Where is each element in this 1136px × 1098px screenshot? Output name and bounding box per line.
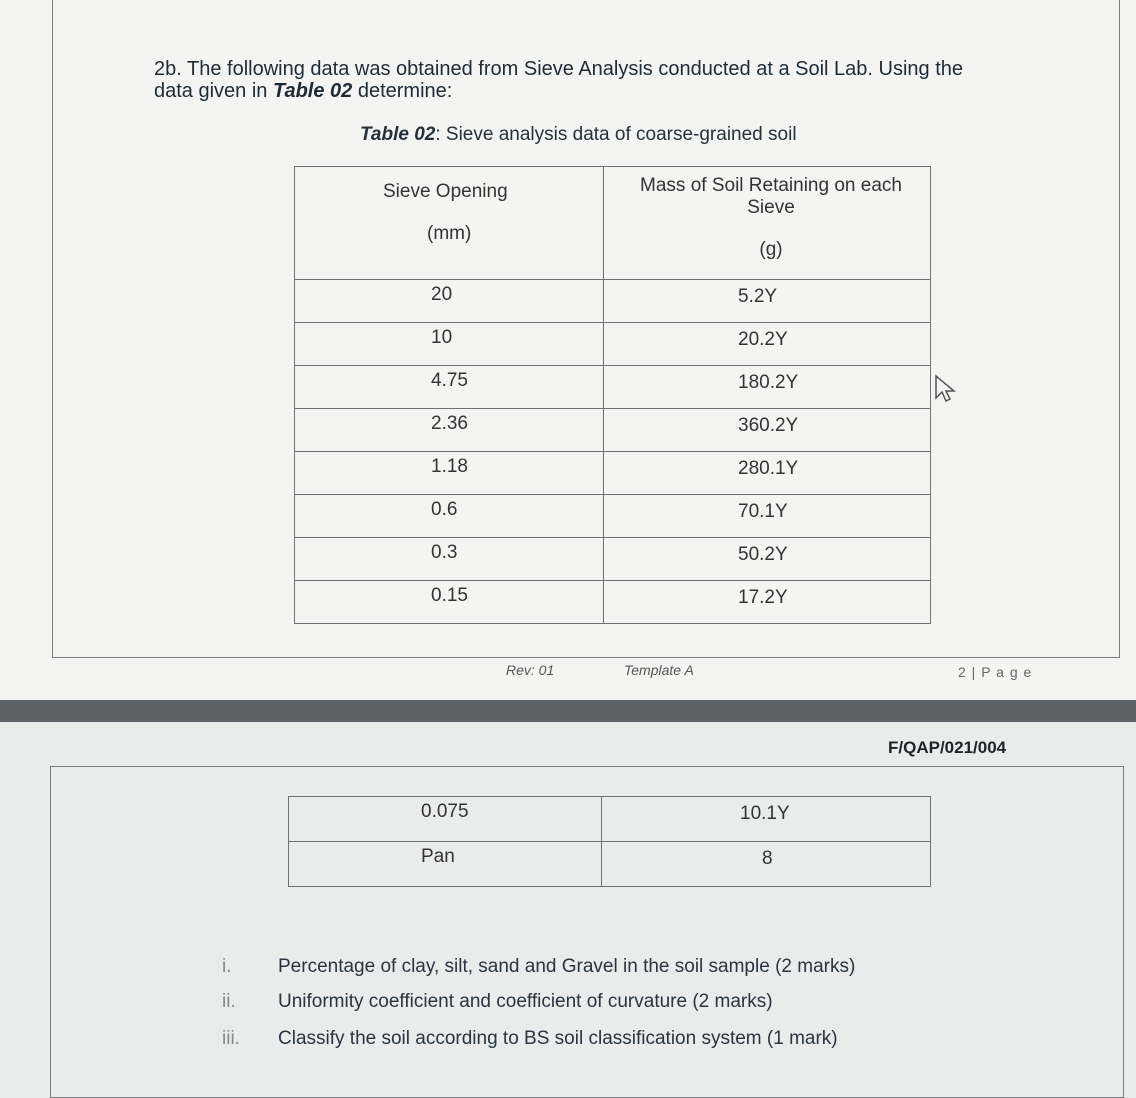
table-row	[295, 495, 931, 538]
table-header-row	[295, 167, 931, 280]
intro-line-1: 2b. The following data was obtained from Sieve Analysis conducted at a Soil Lab. Using the	[154, 58, 964, 80]
page-separator	[0, 700, 1136, 722]
footer-revision: Rev: 01	[506, 662, 555, 678]
cell-mass	[604, 495, 931, 538]
sieve-analysis-table-continued	[288, 796, 931, 887]
opening-value: 0.3	[431, 542, 458, 563]
table-row	[295, 538, 931, 581]
table-caption	[360, 124, 797, 146]
header-col1-line2: (mm)	[427, 223, 472, 244]
question-text: Classify the soil according to BS soil classification system (1 mark)	[278, 1028, 838, 1049]
opening-value: Pan	[421, 846, 455, 867]
cell-opening	[295, 409, 604, 452]
question-intro	[154, 58, 1014, 102]
cell-opening	[295, 280, 604, 323]
question-number: ii.	[222, 991, 236, 1012]
opening-value: 2.36	[431, 413, 468, 434]
cell-mass	[604, 280, 931, 323]
document-reference: F/QAP/021/004	[888, 738, 1007, 757]
cell-mass	[602, 797, 931, 842]
cell-opening	[295, 495, 604, 538]
table-row	[295, 323, 931, 366]
mass-value: 5.2Y	[738, 286, 778, 307]
intro-line-2-suffix: determine:	[352, 80, 453, 102]
cell-mass	[604, 538, 931, 581]
header-col2-line2: Sieve	[747, 197, 795, 218]
caption-table-label: Table 02	[360, 124, 436, 145]
cell-mass	[604, 323, 931, 366]
mass-value: 280.1Y	[738, 458, 799, 479]
table-row	[295, 581, 931, 624]
header-sieve-opening	[295, 167, 604, 280]
cell-mass	[604, 581, 931, 624]
intro-table-ref: Table 02	[272, 80, 353, 102]
cell-mass	[604, 452, 931, 495]
cell-opening	[295, 366, 604, 409]
header-col2-line1: Mass of Soil Retaining on each	[640, 175, 902, 196]
table-row	[295, 452, 931, 495]
footer-template: Template A	[624, 662, 694, 678]
mouse-cursor-icon	[934, 374, 960, 404]
cell-mass	[604, 366, 931, 409]
header-mass-retained	[604, 167, 931, 280]
sieve-analysis-table	[294, 166, 931, 624]
opening-value: 10	[431, 327, 453, 348]
mass-value: 17.2Y	[738, 587, 788, 608]
mass-value: 20.2Y	[738, 329, 788, 350]
mass-value: 360.2Y	[738, 415, 799, 436]
header-col2-line3: (g)	[759, 239, 783, 260]
cell-mass	[604, 409, 931, 452]
cell-mass	[602, 842, 931, 887]
question-item	[222, 991, 773, 1013]
mass-value: 180.2Y	[738, 372, 799, 393]
table-row	[295, 366, 931, 409]
cell-opening	[289, 797, 602, 842]
opening-value: 20	[431, 284, 453, 305]
mass-value: 70.1Y	[738, 501, 788, 522]
question-text: Uniformity coefficient and coefficient of curvature (2 marks)	[278, 991, 773, 1012]
opening-value: 0.075	[421, 801, 469, 822]
question-text: Percentage of clay, silt, sand and Gravel in the soil sample (2 marks)	[278, 956, 856, 977]
question-item	[222, 956, 855, 978]
mass-value: 10.1Y	[740, 803, 790, 824]
table-row	[295, 280, 931, 323]
table-row	[289, 797, 931, 842]
cell-opening	[295, 452, 604, 495]
opening-value: 0.15	[431, 585, 468, 606]
question-number: iii.	[222, 1028, 240, 1049]
header-col1-line1: Sieve Opening	[383, 181, 508, 202]
cell-opening	[295, 581, 604, 624]
table-row	[289, 842, 931, 887]
intro-line-2-prefix: data given in	[154, 80, 273, 102]
opening-value: 4.75	[431, 370, 468, 391]
cell-opening	[295, 538, 604, 581]
question-number: i.	[222, 956, 232, 977]
mass-value: 50.2Y	[738, 544, 788, 565]
cell-opening	[289, 842, 602, 887]
footer-page-number: 2 | P a g e	[958, 664, 1033, 680]
table-row	[295, 409, 931, 452]
opening-value: 0.6	[431, 499, 458, 520]
question-item	[222, 1028, 838, 1050]
mass-value: 8	[762, 848, 773, 869]
caption-text: : Sieve analysis data of coarse-grained soil	[435, 124, 797, 145]
opening-value: 1.18	[431, 456, 468, 477]
cell-opening	[295, 323, 604, 366]
